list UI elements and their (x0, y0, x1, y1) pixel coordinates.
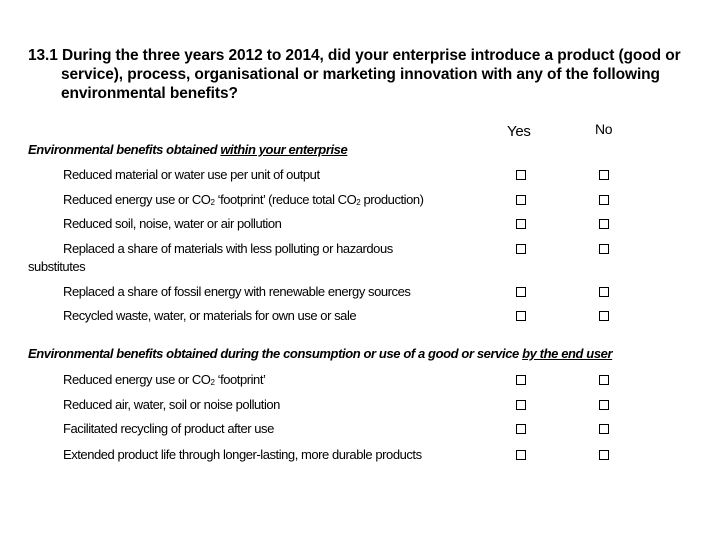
item-label-part: Reduced energy use or CO (63, 192, 211, 207)
item-label: Facilitated recycling of product after use (63, 421, 274, 436)
no-checkbox[interactable] (599, 219, 609, 229)
no-checkbox[interactable] (599, 311, 609, 321)
section-heading-text: Environmental benefits obtained (28, 142, 221, 157)
question-line-2: service), process, organisational or marketing innovation with any of the following (61, 66, 660, 83)
question-line-3: environmental benefits? (61, 85, 238, 102)
no-checkbox[interactable] (599, 375, 609, 385)
section-heading-underlined: by the end user (522, 346, 613, 361)
item-label (63, 192, 424, 207)
item-label: Reduced material or water use per unit of output (63, 167, 320, 182)
item-label-part: ‘footprint’ (reduce total CO (214, 192, 357, 207)
item-label: Recycled waste, water, or materials for own use or sale (63, 308, 357, 323)
item-label: Reduced air, water, soil or noise pollution (63, 397, 280, 412)
section-heading-text: Environmental benefits obtained during the consumption or use of a good or service (28, 346, 523, 361)
item-label-part: ‘footprint’ (214, 372, 266, 387)
item-label: Reduced soil, noise, water or air pollution (63, 216, 282, 231)
item-label (63, 372, 265, 387)
yes-checkbox[interactable] (516, 195, 526, 205)
yes-checkbox[interactable] (516, 424, 526, 434)
subscript: 2 (356, 198, 361, 207)
yes-checkbox[interactable] (516, 244, 526, 254)
subscript: 2 (210, 378, 215, 387)
item-label: Extended product life through longer-lasting, more durable products (63, 447, 422, 462)
subscript: 2 (210, 198, 215, 207)
yes-checkbox[interactable] (516, 400, 526, 410)
yes-checkbox[interactable] (516, 311, 526, 321)
section-heading-end-user (28, 346, 612, 361)
section-heading-underlined: within your enterprise (220, 142, 348, 157)
column-header-no: No (595, 121, 613, 137)
no-checkbox[interactable] (599, 400, 609, 410)
no-checkbox[interactable] (599, 287, 609, 297)
yes-checkbox[interactable] (516, 219, 526, 229)
no-checkbox[interactable] (599, 450, 609, 460)
item-label-part: production) (360, 192, 424, 207)
column-header-yes: Yes (507, 123, 531, 140)
no-checkbox[interactable] (599, 170, 609, 180)
yes-checkbox[interactable] (516, 375, 526, 385)
section-heading-within-enterprise (28, 142, 347, 157)
item-label-continuation: substitutes (28, 259, 86, 274)
yes-checkbox[interactable] (516, 287, 526, 297)
question-line-1: 13.1 During the three years 2012 to 2014, did your enterprise introduce a product (good or (28, 47, 681, 64)
yes-checkbox[interactable] (516, 170, 526, 180)
item-label: Replaced a share of materials with less polluting or hazardous (63, 241, 393, 256)
item-label-part: Reduced energy use or CO (63, 372, 211, 387)
yes-checkbox[interactable] (516, 450, 526, 460)
item-label: Replaced a share of fossil energy with renewable energy sources (63, 284, 411, 299)
no-checkbox[interactable] (599, 195, 609, 205)
no-checkbox[interactable] (599, 244, 609, 254)
no-checkbox[interactable] (599, 424, 609, 434)
question-text (28, 46, 700, 103)
